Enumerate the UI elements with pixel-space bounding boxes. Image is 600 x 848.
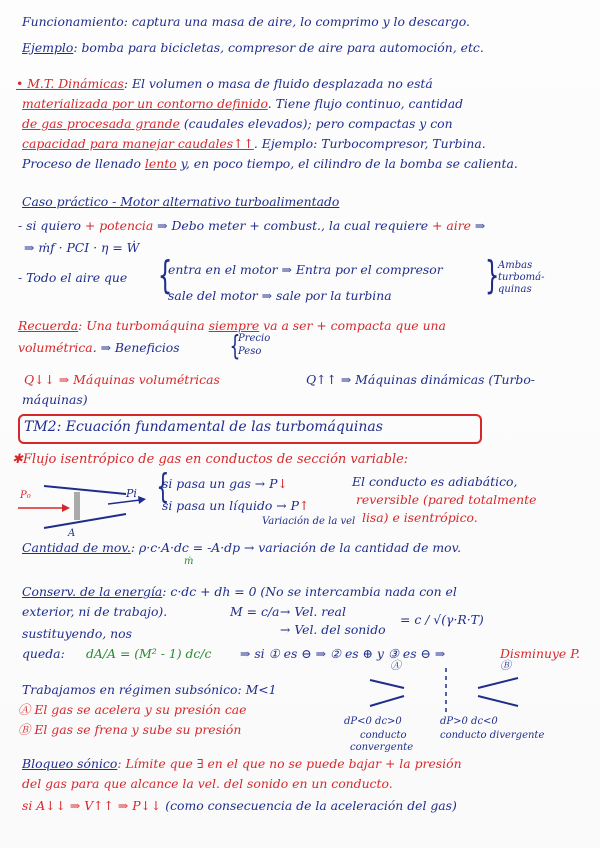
maquinas-line: máquinas) [22,392,88,407]
dinamicas-ejemplo-text: : Turbocompresor, Turbina. [313,136,486,151]
dinamicas-ejemplo-label: . Ejemplo [253,136,314,151]
dinamicas-text-2: . Tiene flujo continuo, cantidad [267,96,464,111]
nozzle-section [74,492,80,520]
circle-b-label: Ⓑ [500,659,511,672]
conserv-line-1 [22,584,457,600]
gas-line [162,476,288,492]
todo-aire-brace: { [157,253,173,297]
mdot-note: ṁ [184,556,194,567]
sale-motor-line: sale del motor ⇒ sale por la turbina [168,288,392,303]
precio-label: Precio [238,333,271,344]
todo-aire-label: - Todo el aire que [18,270,128,285]
divergent-lower [478,696,518,706]
ambas-brace: } [484,253,500,297]
vel-sonido-note: → Vel. del sonido [280,622,386,637]
qhigh-line: Q↑↑ ⇒ Máquinas dinámicas (Turbo- [306,372,535,387]
liquido-arrow: ↑ [298,498,310,513]
gas-liquido-brace: { [156,467,170,507]
recuerda-text-b: : Una turbomáquina [78,318,209,333]
convergente-label: convergente [350,742,414,753]
dinamicas-highlight-1: materializada por un contorno definido [22,96,268,111]
recuerda-text-d: va a ser + compacta que una [259,318,446,333]
liquido-line [162,498,309,514]
qlow-line: Q↓↓ ⇒ Máquinas volumétricas [24,372,220,387]
nozzle-outlet-arrowhead [138,496,146,504]
mt-dinamicas-label: • M.T. Dinámicas [16,76,124,91]
recuerda-line-2 [18,340,180,356]
conducto-line-3: lisa) e isentrópico. [362,510,478,525]
conducto-label: conducto [360,730,407,741]
caso-line-2: ⇒ ṁf · PCI · η = Ẇ [24,240,140,255]
convergent-upper [370,680,404,688]
conducto-line-1: El conducto es adiabático, [352,474,518,489]
ambas-2: turbomá- [498,272,545,283]
p0-label: P₀ [20,490,31,501]
caso-line-1 [18,218,485,234]
ambas-1: Ambas [498,260,533,271]
beneficios-text: . ⇒ Beneficios [92,340,180,355]
bloqueo-line-3 [22,798,457,814]
flujo-heading: ✱Flujo isentrópico de gas en conductos de sección variable: [12,452,409,467]
bloqueo-line-2: del gas para que alcance la vel. del sonido en un conducto. [22,776,393,791]
dinamicas-line-3 [22,116,453,132]
conserv-line-2: exterior, ni de trabajo). [22,604,168,619]
conserv-label: Conserv. de la energía [22,584,163,599]
dinamicas-line-5 [22,156,518,172]
circle-a-label: Ⓐ [390,659,401,672]
bloqueo-label: Bloqueo sónico [22,756,118,771]
cantidad-mov-eq: : ρ·c·A·dc = -A·dp → variación de la cantidad de mov. [130,540,462,555]
sign-analysis: ⇒ si ① es ⊖ ⇒ ② es ⊕ y ③ es ⊖ ⇒ [240,646,446,661]
main-equation: dA/A = (M² - 1) dc/c [86,646,212,661]
dinamicas-text-3: (caudales elevados); pero compactas y con [179,116,453,131]
a-label: A [68,528,76,539]
calienta-text: y, en poco tiempo, el cilindro de la bomba se calienta. [176,156,518,171]
nozzle-top-wall [44,486,126,494]
conserv-eq: : c·dc + dh = 0 (No se intercambia nada con el [162,584,457,599]
mt-dinamicas-text: : El volumen o masa de fluido desplazada no está [123,76,433,91]
caso-potencia: + potencia [84,218,154,233]
bloqueo-text: : Límite que ∃ en el que no se puede bajar + la presión [117,756,462,771]
recuerda-label: Recuerda [18,318,79,333]
nozzle-diagram [18,478,160,540]
gas-arrow: ↓ [277,476,288,491]
caso-text-a: - si quiero [18,218,85,233]
disminuye-p: Disminuye P. [500,646,580,661]
bloqueo-consequence: (como consecuencia de la aceleración del gas) [161,798,457,813]
beneficios-brace: { [229,329,241,362]
caso-a-line: Ⓐ El gas se acelera y su presión cae [18,702,247,717]
dinamicas-line-4 [22,136,486,152]
convergent-divergent-diagram [350,660,550,720]
ejemplo-text: : bomba para bicicletas, compresor de aire para automoción, etc. [73,40,484,55]
ejemplo-line [22,40,484,56]
liquido-text: si pasa un líquido → P [162,498,299,513]
funcionamiento-line: Funcionamiento: captura una masa de aire, lo comprimo y lo descargo. [22,14,470,29]
entra-motor-line: entra en el motor ⇒ Entra por el compresor [168,262,443,277]
nozzle-inlet-arrowhead [62,504,70,512]
peso-label: Peso [238,346,262,357]
volumetrica-word: volumétrica [18,340,93,355]
dinamicas-line-2 [22,96,463,112]
vel-real-note: → Vel. real [280,604,346,619]
divergent-dp: dP>0 dc<0 [440,716,498,727]
nozzle-bottom-wall [44,514,126,528]
divergent-upper [478,678,518,688]
caso-practico-heading: Caso práctico - Motor alternativo turboalimentado [22,194,340,209]
queda-text: queda: [22,646,65,661]
caso-text-e: ⇒ [470,218,486,233]
bloqueo-chain: si A↓↓ ⇒ V↑↑ ⇒ P↓↓ [22,798,162,813]
divergente-label: conducto divergente [440,730,545,741]
dinamicas-highlight-2: de gas procesada grande [22,116,180,131]
subsonico-line: Trabajamos en régimen subsónico: M<1 [22,682,277,697]
cantidad-mov-label: Cantidad de mov. [22,540,131,555]
caso-b-line: Ⓑ El gas se frena y sube su presión [18,722,242,737]
bloqueo-line-1 [22,756,462,772]
lento-word: lento [144,156,177,171]
llenado-text: Proceso de llenado [22,156,145,171]
ejemplo-label: Ejemplo [22,40,74,55]
sonido-eq: = c / √(γ·R·T) [400,612,484,627]
tm2-title: TM2: Ecuación fundamental de las turbomáquinas [24,419,383,435]
convergent-lower [370,696,404,706]
variacion-vel-note: Variación de la vel [262,516,356,527]
caso-aire: + aire [432,218,471,233]
convergent-dp: dP<0 dc>0 [344,716,402,727]
pi-label: Pi [126,487,137,500]
conducto-line-2: reversible (pared totalmente [356,492,537,507]
mach-eq: M = c/a [230,604,280,619]
cantidad-mov-line [22,540,461,556]
dinamicas-highlight-3: capacidad para manejar caudales↑↑ [22,136,254,151]
ambas-3: quinas [498,284,532,295]
siempre-word: siempre [208,318,260,333]
caso-text-c: ⇒ Debo meter + combust., la cual requiere [153,218,433,233]
mt-dinamicas-line [16,76,433,92]
sustituyendo-text: sustituyendo, nos [22,626,132,641]
gas-text: si pasa un gas → P [162,476,278,491]
